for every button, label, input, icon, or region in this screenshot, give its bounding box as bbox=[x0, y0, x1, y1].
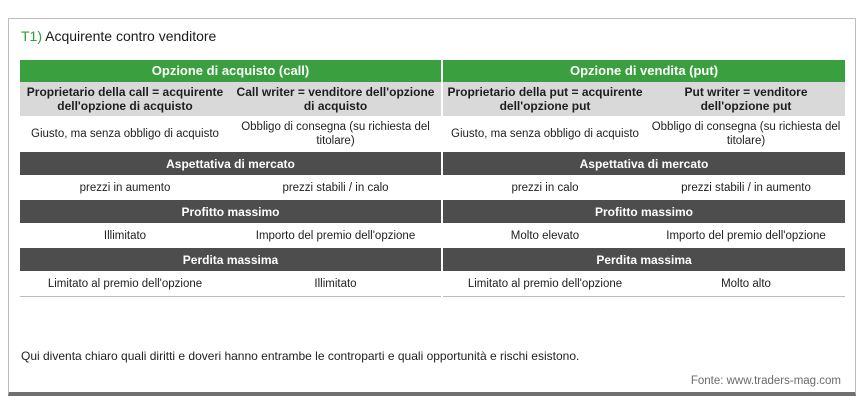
put-owner-profit: Molto elevato bbox=[442, 223, 647, 248]
call-owner-profit: Illimitato bbox=[103, 229, 147, 242]
put-header: Opzione di vendita (put) bbox=[442, 60, 845, 82]
put-writer-head: Put writer = venditore dell'opzione put bbox=[647, 82, 845, 116]
call-owner-rights: Giusto, ma senza obbligo di acquisto bbox=[31, 128, 219, 140]
table-title-text: Acquirente contro venditore bbox=[42, 28, 217, 44]
call-owner-expectation: prezzi in aumento bbox=[79, 181, 171, 194]
role-row bbox=[20, 82, 845, 116]
call-writer-head: Call writer = venditore dell'opzione di acquisto bbox=[230, 82, 442, 116]
call-writer-loss: Illimitato bbox=[230, 271, 442, 297]
call-writer-profit: Importo del premio dell'opzione bbox=[255, 229, 416, 242]
call-writer-expectation: prezzi stabili / in calo bbox=[282, 181, 389, 194]
put-writer-profit: Importo del premio dell'opzione bbox=[666, 229, 826, 242]
call-owner-loss: Limitato al premio dell'opzione bbox=[20, 271, 230, 297]
table-card bbox=[8, 18, 856, 396]
table-number: T1) bbox=[21, 28, 42, 44]
expectation-label-row bbox=[20, 152, 845, 175]
table-title bbox=[21, 28, 216, 44]
put-loss-label: Perdita massima bbox=[442, 248, 845, 271]
call-profit-label: Profitto massimo bbox=[20, 200, 442, 223]
call-expectation-label: Aspettativa di mercato bbox=[20, 152, 442, 175]
call-writer-rights: Obbligo di consegna (su richiesta del titolare) bbox=[241, 121, 430, 147]
put-expectation-label: Aspettativa di mercato bbox=[442, 152, 845, 175]
profit-label-row bbox=[20, 200, 845, 223]
comparison-table bbox=[20, 60, 845, 297]
loss-label-row bbox=[20, 248, 845, 271]
put-profit-label: Profitto massimo bbox=[442, 200, 845, 223]
loss-row bbox=[20, 271, 845, 297]
rights-row bbox=[20, 116, 845, 152]
put-owner-head: Proprietario della put = acquirente dell'opzione put bbox=[442, 82, 647, 116]
put-writer-rights: Obbligo di consegna (su richiesta del titolare) bbox=[651, 121, 841, 147]
call-header: Opzione di acquisto (call) bbox=[20, 60, 442, 82]
caption-note: Qui diventa chiaro quali diritti e doveri hanno entrambe le controparti e quali opportunità e rischi esistono. bbox=[21, 349, 580, 363]
put-owner-expectation: prezzi in calo bbox=[442, 175, 647, 200]
put-owner-rights: Giusto, ma senza obbligo di acquisto bbox=[442, 116, 647, 152]
call-loss-label: Perdita massima bbox=[20, 248, 442, 271]
profit-row bbox=[20, 223, 845, 248]
header-row bbox=[20, 60, 845, 82]
call-owner-head: Proprietario della call = acquirente dell'opzione di acquisto bbox=[20, 82, 230, 116]
put-writer-loss: Molto alto bbox=[647, 271, 845, 297]
put-writer-expectation: prezzi stabili / in aumento bbox=[681, 181, 811, 194]
put-owner-loss: Limitato al premio dell'opzione bbox=[442, 271, 647, 297]
source-credit: Fonte: www.traders-mag.com bbox=[690, 375, 841, 387]
expectation-row bbox=[20, 175, 845, 200]
